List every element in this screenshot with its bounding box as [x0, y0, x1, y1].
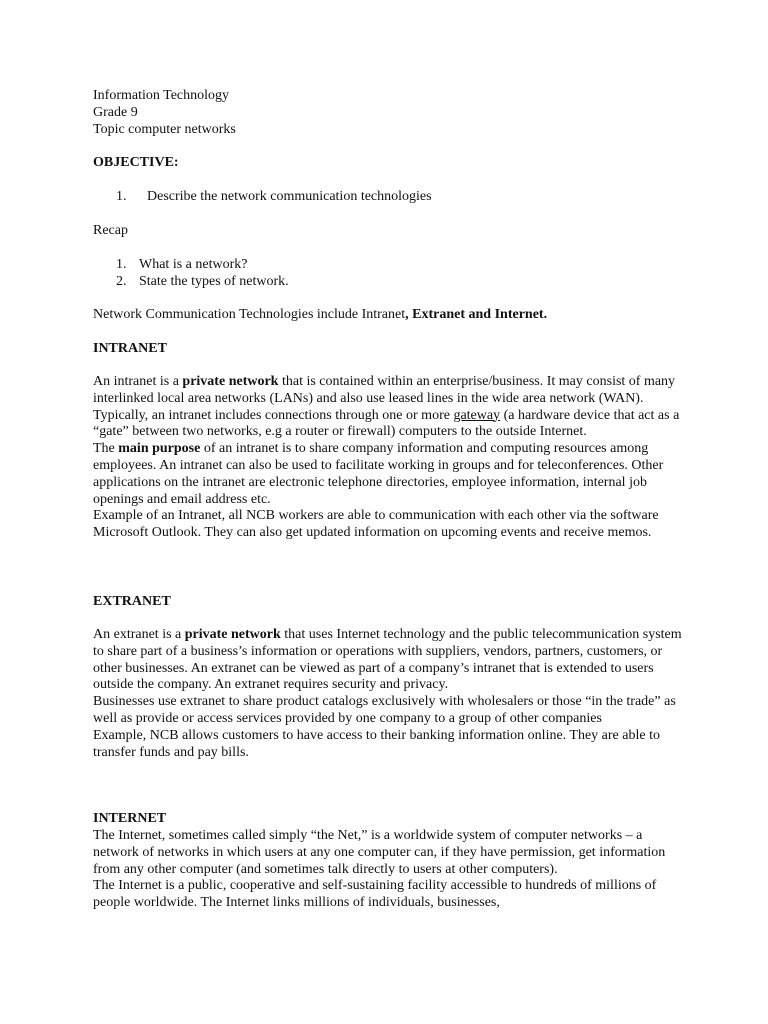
internet-heading: INTERNET [93, 811, 167, 826]
objective-item-text: Describe the network communication technologies [147, 189, 432, 204]
objective-heading: OBJECTIVE: [93, 155, 179, 170]
intro-sentence [93, 307, 683, 324]
document-header [93, 88, 683, 138]
intro-bold: , Extranet and Internet. [405, 307, 548, 322]
grade-line: Grade 9 [93, 104, 138, 120]
recap-heading: Recap [93, 223, 128, 238]
intranet-paragraph [93, 441, 683, 508]
internet-paragraph: The Internet is a public, cooperative and self-sustaining facility accessible to hundreds of millions of people worldwide. The Internet links millions of individuals, businesses, [93, 878, 657, 911]
internet-paragraph: The Internet, sometimes called simply “the Net,” is a worldwide system of computer networks – a network of networks in which users at any one computer can, if they have permission, get information from any other computer (and sometimes talk directly to users at other computers). [93, 828, 666, 877]
recap-item-text: What is a network? [139, 257, 248, 272]
recap-item-text: State the types of network. [139, 274, 289, 289]
intranet-heading: INTRANET [93, 341, 167, 356]
objective-item-number: 1. [116, 189, 127, 204]
text-run: that is contained within an enterprise/business. It may consist of many interlinked local area networks (LANs) and also use leased lines in the wide area network (WAN). Typically, an intranet includes connections through one or more [93, 374, 676, 423]
intranet-paragraph [93, 374, 683, 441]
extranet-heading: EXTRANET [93, 594, 171, 609]
subject-line: Information Technology [93, 88, 230, 103]
text-run: (a hardware device that act as a “gate” between two networks, e.g a router or firewall) computers to the outside Internet. [93, 407, 680, 440]
bold-term: private network [182, 374, 279, 389]
text-run: of an intranet is to share company information and computing resources among employees. An intranet can also be used to facilitate working in groups and for teleconferences. Other applications on the intranet are electronic telephone directories, employee information, internal job openings and email address etc. [93, 441, 664, 507]
intranet-paragraph: Example of an Intranet, all NCB workers are able to communication with each other via the software Microsoft Outlook. They can also get updated information on upcoming events and receive memos. [93, 508, 659, 541]
recap-item-number: 2. [116, 274, 127, 289]
internet-body [93, 828, 683, 912]
bold-term: main purpose [118, 441, 201, 457]
recap-item-number: 1. [116, 257, 127, 272]
text-run: An intranet is a [93, 374, 183, 389]
topic-line: Topic computer networks [93, 121, 236, 137]
intranet-body [93, 374, 683, 542]
bold-term: private network [184, 627, 281, 642]
intro-lead: Network Communication Technologies include Intranet [93, 307, 406, 322]
extranet-paragraph [93, 627, 683, 694]
text-run: The [93, 441, 119, 457]
extranet-paragraph: Businesses use extranet to share product catalogs exclusively with wholesalers or those “in the trade” as well as provide or access services provided by one company to a group of other companies [93, 694, 676, 726]
extranet-body [93, 627, 683, 761]
text-run: that uses Internet technology and the public telecommunication system to share part of a business’s information or operations with suppliers, vendors, partners, customers, or other businesses. An extranet can be viewed as part of a company’s intranet that is extended to users outside the company. An extranet requires security and privacy. [93, 627, 682, 693]
gateway-link[interactable]: gateway [453, 407, 501, 423]
extranet-paragraph: Example, NCB allows customers to have access to their banking information online. They are able to transfer funds and pay bills. [93, 727, 660, 760]
text-run: An extranet is a [93, 627, 185, 642]
